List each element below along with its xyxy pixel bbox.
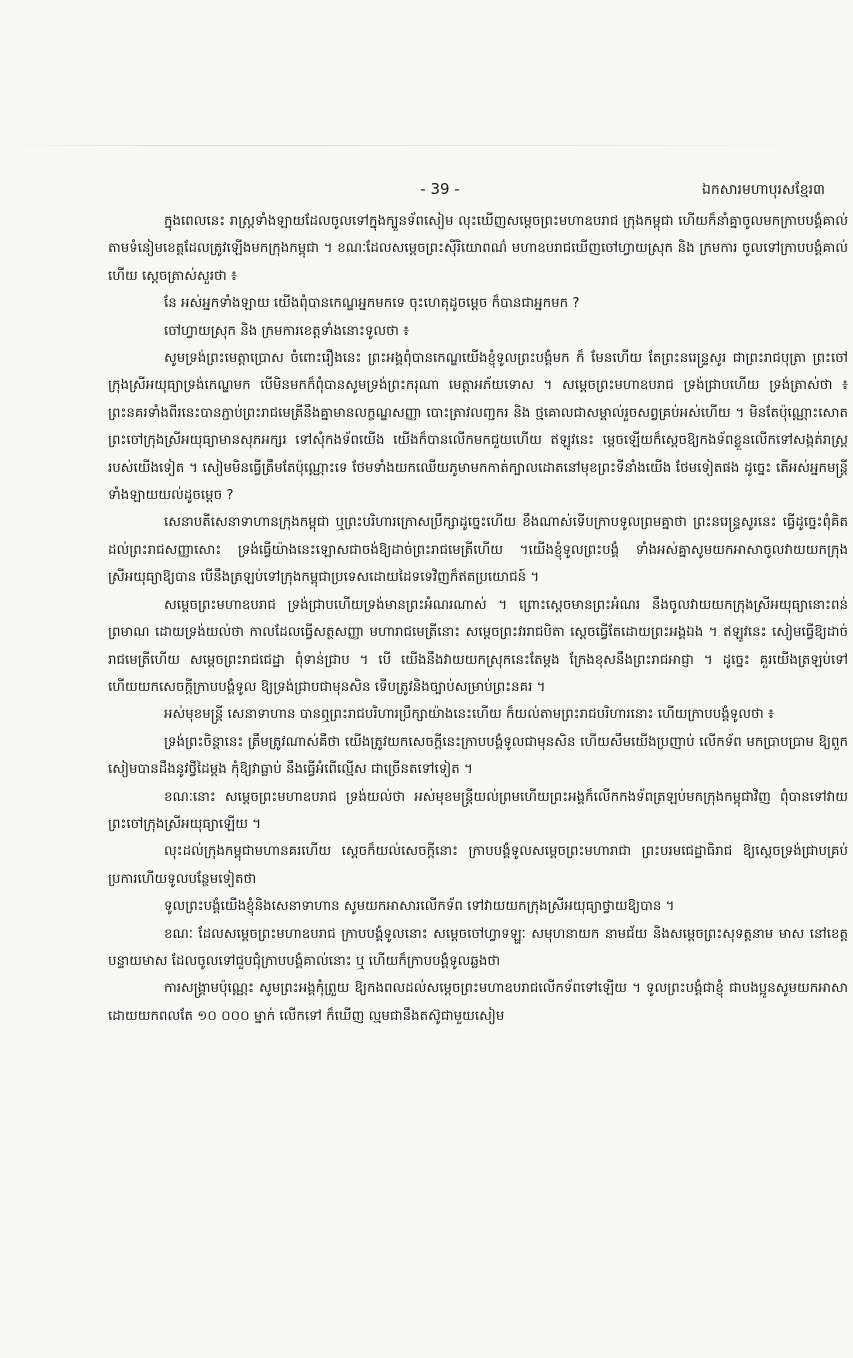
paragraph: សេនាបតីសេនាទាហានក្រុងកម្ពុជា ឬព្រះបរិហារក្រោសប្រឹក្សាដូច្នេះហើយ ខឹងណាស់ទើបក្រាបទូលព្រមគ្នាថា ព្រះនរេន្ទ្រសូរនេះ ធ្វើដូច្នេះពុំគិតដល់ព្រះរាជសញ្ញាសោះ ទ្រង់ធ្វើយ៉ាងនេះឡោសជាចង់ឱ្យដាច់ព្រះរាជមេត្រីហើយ ។យើងខ្ញុំទូលព្រះបង្គំ ទាំងអស់គ្នាសូមយកអាសាចូលវាយយកក្រុងស្រីអយុធ្យាឱ្យបាន បើនឹងត្រឡប់ទៅក្រុងកម្ពុជាប្រទេសដោយដៃទទេវិញក៏ឥតប្រយោជន៍ ។	[108, 515, 848, 586]
page-number: - 39 -	[420, 180, 460, 198]
paragraph: ទូលព្រះបង្គំយើងខ្ញុំនិងសេនាទាហាន សូមយកអាសារលើកទ័ព ទៅវាយយកក្រុងស្រីអយុធ្យាថ្វាយឱ្យបាន ។	[164, 899, 675, 915]
paragraph: សូមទ្រង់ព្រះមេត្តាប្រោស ចំពោះរឿងនេះ ព្រះអង្គពុំបានកេណ្ឌយើងខ្ញុំទូលព្រះបង្គំមក ក៏ មែនហើយ តែព្រះនរេន្ទ្រសូរ ជាព្រះរាជបុត្រា ព្រះចៅក្រុងស្រីអយុធ្យាទ្រង់កេណ្ឌមក បើមិនមកក៏ពុំបានសូមទ្រង់ព្រះករុណា មេត្តាអភ័យទោស ។ សម្តេចព្រះមហាឧបរាជ ទ្រង់ជ្រាបហើយ ទ្រង់ត្រាស់ថា ៖ ព្រះនគរទាំងពីរនេះបានភ្ជាប់ព្រះរាជមេត្រីនឹងគ្នាមានលក្ខណ្ឌសញ្ញា បោះត្រាវលញ្ជករ និង ថ្មគោលជាសម្គាល់រួចសព្វគ្រប់អស់ហើយ ។ មិនតែប៉ុណ្ណោះសោត ព្រះចៅក្រុងស្រីអយុធ្យាមានសុភអក្សរ ទៅសុំកងទ័ពយើង យើងក៏បានលើកមកជួយហើយ ឥឡូវនេះ ម្តេចឡើយក៏ស្តេចឱ្យកងទ័ពខ្លួនលើកទៅសង្កត់រាស្ត្ររបស់យើងទៀត ។ សៀមមិនធ្វើត្រឹមតែប៉ុណ្ណោះទេ ថែមទាំងយកឈើយភូមាមកកាត់ក្បាលដោតនៅមុខព្រះទីនាំងយើង ថែមទៀតផង ដូច្នេះ តើអស់អ្នកមន្ត្រីទាំងឡាយយល់ដូចម្តេច ?	[108, 351, 848, 504]
paragraph: សម្តេចព្រះមហាឧបរាជ ទ្រង់ជ្រាបហើយទ្រង់មានព្រះអំណរណាស់ ។ ព្រោះស្តេចមានព្រះអំណរ នឹងចូលវាយយកក្រុងស្រីអយុធ្យានោះពន់ព្រមាណ ដោយទ្រង់យល់ថា កាលដែលធ្វើសត្ថសញ្ញា មហារាជមេត្រីនោះ សម្តេចព្រះវររាជបិតា ស្តេចធ្វើតែដោយព្រះអង្គឯង ។ ឥឡូវនេះ សៀមធ្វើឱ្យដាច់រាជមេត្រីហើយ សម្តេចព្រះរាជជេដ្ឋា ពុំទាន់ជ្រាប ។ បើ យើងនឹងវាយយកស្រុកនេះតែម្តង ក្រែងខុសនឹងព្រះរាជអាជ្ញា ។ ដូច្នេះ គួរយើងត្រឡប់ទៅ ហើយយកសេចក្តីក្រាបបង្គំទូល ឱ្យទ្រង់ជ្រាបជាមុនសិន ទើបត្រូវនិងច្បាប់សម្រាប់ព្រះនគរ ។	[108, 597, 848, 695]
running-head: ឯកសារមហាបុរសខ្មែរ៣	[701, 182, 825, 198]
paragraph: ការសង្គ្រាមប៉ុណ្ណេះ សូមព្រះអង្គកុំព្រួយ ឱ្យកងពលដល់សម្តេចព្រះមហាឧបរាជលើកទ័ពទៅឡើយ ។ ទូលព្រះបង្គំជាខ្ញុំ ជាបងប្អូនសូមយកអាសា ដោយយកពលតែ ១០ ០០០ ម្នាក់ លើកទៅ ក៏ឃើញ ល្មមជានឹងតស៊ូជាមួយសៀម	[108, 981, 848, 1024]
paragraph: ក្នុងពេលនេះ រាស្ត្រទាំងឡាយដែលចូលទៅក្នុងក្បួនទ័ពសៀម លុះឃើញសម្តេចព្រះមហាឧបរាជ ក្រុងកម្ពុជា ហើយក៏នាំគ្នាចូលមកក្រាបបង្គំគាល់តាមទំនៀមខេត្តដែលត្រូវឡើងមកក្រុងកម្ពុជា ។ ខណៈដែលសម្តេចព្រះស៊ីរិយោពណ៌ មហាឧបរាជឃើញចៅហ្វាយស្រុក និង ក្រមការ ចូលទៅក្រាបបង្គំគាល់ហើយ ស្តេចត្រាស់សួរថា ៖	[108, 214, 848, 284]
paragraph: លុះដល់ក្រុងកម្ពុជាមហានគរហើយ ស្តេចក៏យល់សេចក្តីនោះ ក្រាបបង្គំទូលសម្តេចព្រះមហារាជា ព្រះបរមជេដ្ឋាធិរាជ ឱ្យស្តេចទ្រង់ជ្រាបគ្រប់ប្រការហើយទូលបន្ថែមទៀតថា	[108, 844, 848, 887]
paragraph: ខណៈ ដែលសម្តេចព្រះមហាឧបរាជ ក្រាបបង្គំទូលនោះ សម្តេចចៅហ្វាទឡ្ហៈ សមុហនាយក នាមជ័យ និងសម្តេចព្រះសុទត្តនាម មាស នៅខេត្តបន្ទាយមាស ដែលចូលទៅជួបជុំក្រាបបង្គំគាល់នោះ ឬ ហើយក៏ក្រាបបង្គំទូលឆ្លងថា	[108, 926, 848, 969]
body-text	[108, 208, 848, 1030]
paragraph: អស់មុខមន្ត្រី សេនាទាហាន បានឮព្រះរាជបរិហារប្រឹក្សាយ៉ាងនេះហើយ ក៏យល់តាមព្រះរាជបរិហារនោះ ហើយក្រាបបង្គំទូលថា ៖	[164, 707, 774, 723]
page-header	[0, 180, 853, 206]
scan-noise-line	[0, 145, 853, 146]
paragraph: ខណៈនោះ សម្តេចព្រះមហាឧបរាជ ទ្រង់យល់ថា អស់មុខមន្ត្រីយល់ព្រមហើយព្រះអង្គក៏លើកកងទ័ពត្រឡប់មកក្រុងកម្ពុជាវិញ ពុំបានទៅវាយព្រះចៅក្រុងស្រីអយុធ្យាឡើយ ។	[108, 789, 848, 832]
paragraph: ទ្រង់ព្រះចិន្តានេះ ត្រឹមត្រូវណាស់គឺថា យើងត្រូវយកសេចក្តីនេះក្រាបបង្គំទូលជាមុនសិន ហើយសឹមយើងប្រញាប់ លើកទ័ព មកប្រាបប្រាម ឱ្យពួកសៀមបានដឹងនូវថ្វីដៃម្តង កុំឱ្យវាធ្លាប់ នឹងធ្វើអំពើល្មើស ជាច្រើនតទៅទៀត ។	[108, 734, 848, 778]
paragraph: នែ អស់អ្នកទាំងឡាយ យើងពុំបានកេណ្ឌអ្នកមកទេ ចុះហេតុដូចម្តេច ក៏បានជាអ្នកមក ?	[164, 296, 580, 312]
paragraph: ចៅហ្វាយស្រុក និង ក្រមការខេត្តទាំងនោះទូលថា ៖	[164, 323, 410, 339]
